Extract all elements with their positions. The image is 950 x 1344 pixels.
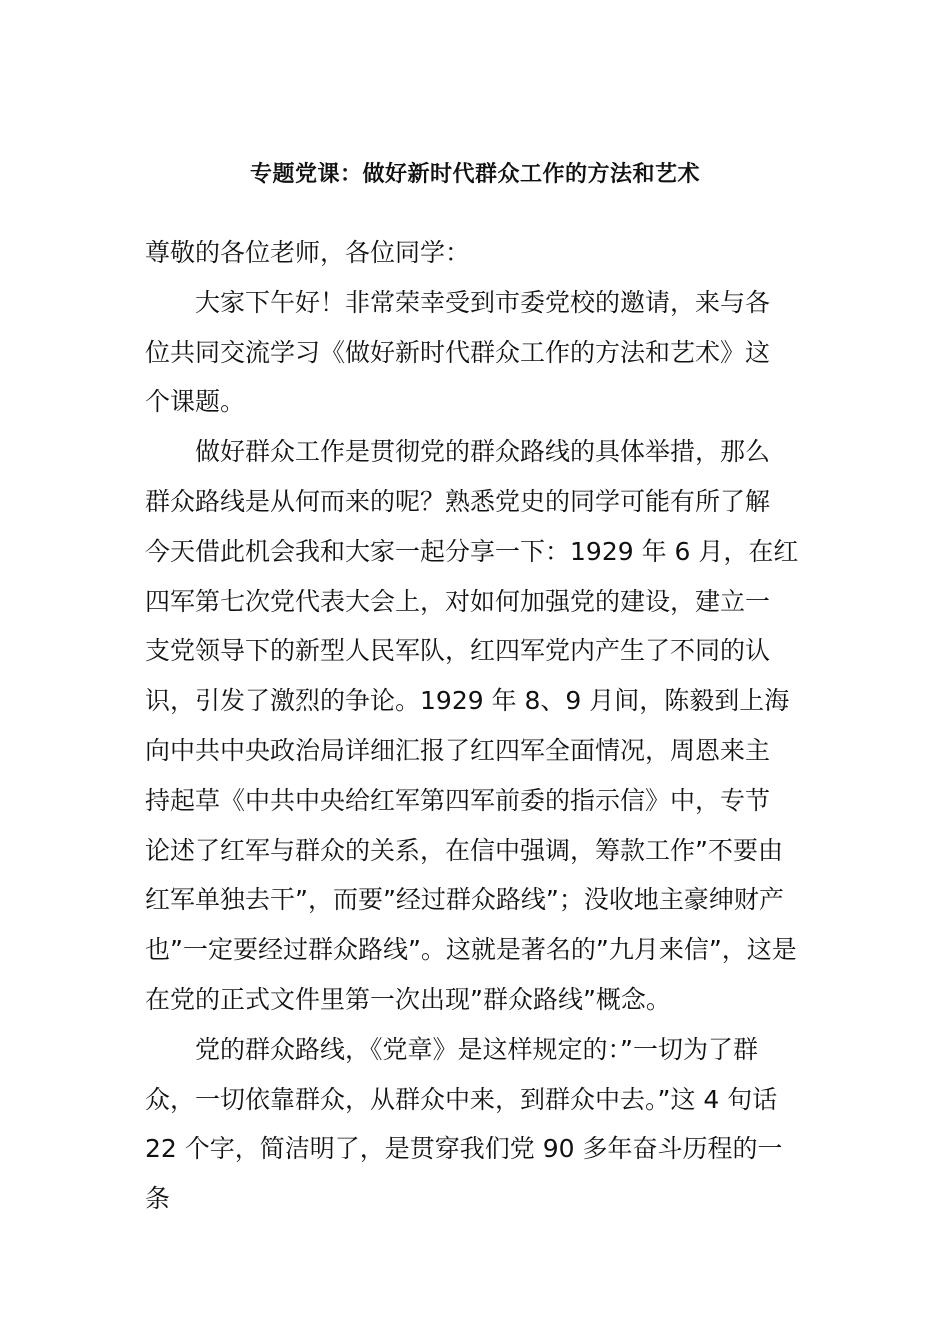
paragraph-2-line-2: 群众路线是从何而来的呢？熟悉党史的同学可能有所了解 <box>145 486 771 516</box>
salutation-line: 尊敬的各位老师，各位同学： <box>145 238 471 267</box>
paragraph-2-line-12: 在党的正式文件里第一次出现”群众路线”概念。 <box>145 984 671 1014</box>
paragraph-2-line-5: 支党领导下的新型人民军队，红四军党内产生了不同的认 <box>145 636 771 666</box>
paragraph-2-line-3: 今天借此机会我和大家一起分享一下：1929 年 6 月，在红 <box>145 536 799 566</box>
paragraph-3-line-1: 党的群众路线，《党章》是这样规定的：”一切为了群 <box>195 1034 758 1064</box>
paragraph-3-line-3: 22 个字，简洁明了，是贯穿我们党 90 多年奋斗历程的一 <box>145 1134 783 1164</box>
paragraph-1-line-2: 位共同交流学习《做好新时代群众工作的方法和艺术》这 <box>145 337 771 367</box>
paragraph-2-line-9: 论述了红军与群众的关系，在信中强调，筹款工作”不要由 <box>145 835 783 865</box>
paragraph-2-line-10: 红军单独去干”，而要”经过群众路线”；没收地主豪绅财产 <box>145 885 784 915</box>
paragraph-2-line-8: 持起草《中共中央给红军第四军前委的指示信》中，专节 <box>145 785 771 815</box>
paragraph-1-line-3: 个课题。 <box>145 387 246 417</box>
document-body <box>145 228 805 1224</box>
document-title: 专题党课：做好新时代群众工作的方法和艺术 <box>249 162 700 187</box>
paragraph-2-line-4: 四军第七次党代表大会上，对如何加强党的建设，建立一 <box>145 586 771 616</box>
paragraph-2-line-7: 向中共中央政治局详细汇报了红四军全面情况，周恩来主 <box>145 735 771 765</box>
paragraph-2-line-1: 做好群众工作是贯彻党的群众路线的具体举措，那么 <box>195 437 771 467</box>
paragraph-3-line-2: 众，一切依靠群众，从群众中来，到群众中去。”这 4 句话 <box>145 1084 778 1114</box>
paragraph-2-line-6: 识，引发了激烈的争论。1929 年 8、9 月间，陈毅到上海 <box>145 686 790 716</box>
paragraph-3-line-4: 条 <box>145 1184 171 1214</box>
paragraph-2-line-11: 也”一定要经过群众路线”。这就是著名的”九月来信”，这是 <box>145 935 797 965</box>
paragraph-1-line-1: 大家下午好！非常荣幸受到市委党校的邀请，来与各 <box>195 287 771 317</box>
